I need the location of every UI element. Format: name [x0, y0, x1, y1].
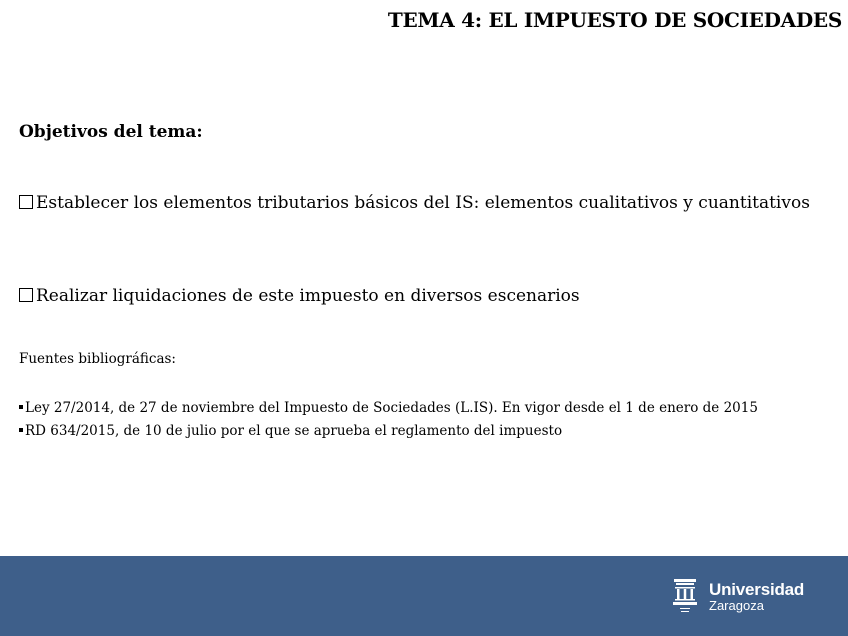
university-building-icon [672, 578, 698, 618]
objectives-heading: Objetivos del tema: [19, 122, 203, 142]
square-bullet-icon [19, 428, 23, 432]
source-item-2 [19, 421, 562, 441]
objective-text-2: Realizar liquidaciones de este impuesto en diversos escenarios [36, 286, 580, 306]
square-bullet-icon [19, 405, 23, 409]
page-title: TEMA 4: EL IMPUESTO DE SOCIEDADES [387, 8, 842, 32]
objective-text-1: Establecer los elementos tributarios básicos del IS: elementos cualitativos y cuantitativos [36, 193, 810, 213]
source-text-1: Ley 27/2014, de 27 de noviembre del Impuesto de Sociedades (L.IS). En vigor desde el 1 de enero de 2015 [25, 400, 758, 416]
checkbox-icon [19, 195, 33, 209]
logo-name: Universidad [709, 580, 805, 599]
objective-item-1 [19, 191, 839, 215]
sources-heading: Fuentes bibliográficas: [19, 351, 176, 367]
logo-subtitle: Zaragoza [709, 598, 764, 613]
source-text-2: RD 634/2015, de 10 de julio por el que se aprueba el reglamento del impuesto [25, 423, 563, 439]
checkbox-icon [19, 288, 33, 302]
university-logo [672, 578, 812, 618]
objective-item-2 [19, 284, 839, 308]
source-item-1 [19, 398, 758, 418]
